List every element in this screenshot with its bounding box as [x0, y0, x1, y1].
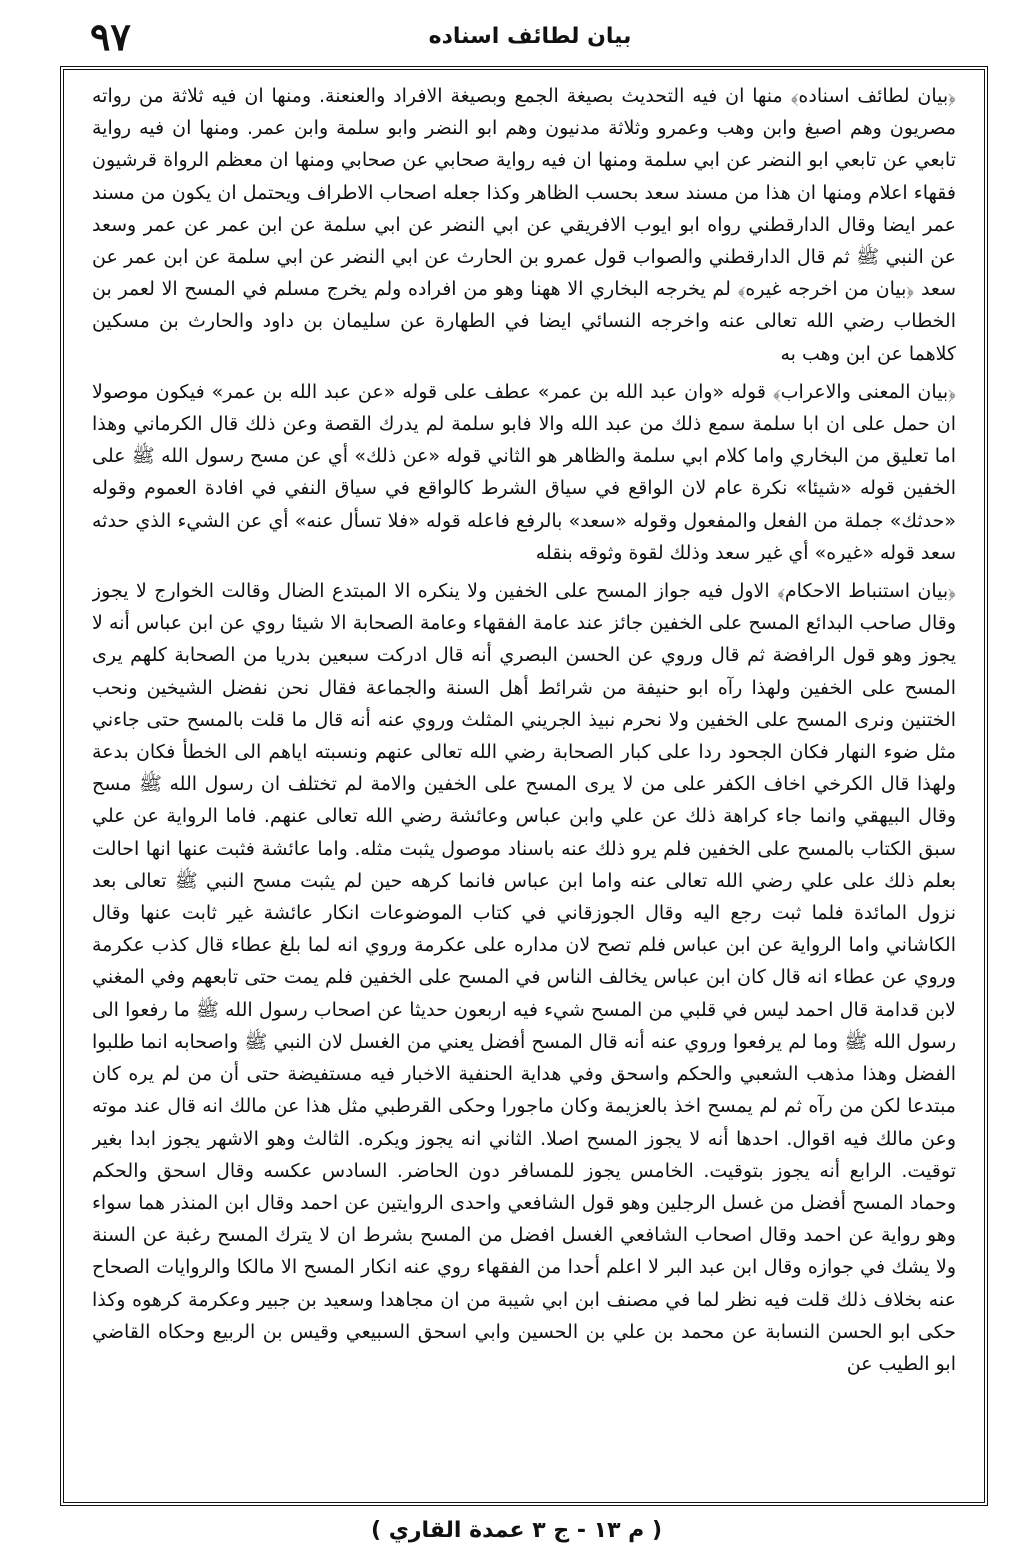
paragraph-isnad: ﴿بيان لطائف اسناده﴾ منها ان فيه التحديث بصيغة الجمع وبصيغة الافراد والعنعنة. ومنها ان فيه ثلاثة من رواته مصريون وهم اصبغ وابن وهب وعمرو وثلاثة مدنيون وهم ابو النضر وابو سلمة وابن عمر. ومنها ان فيه رواية تابعي عن تابعي ابو النضر عن ابي سلمة ومنها ان فيه رواية صحابي عن صحابي ومنها ان معظم الرواة قرشيون فقهاء اعلام ومنها ان هذا من مسند سعد بحسب الظاهر وكذا جعله اصحاب الاطراف ويحتمل ان يكون من مسند عمر ايضا وقال الدارقطني رواه ابو ايوب الافريقي عن ابي النضر عن ابي سلمة عن ابن عمر عن عمر وسعد عن النبي ﷺ ثم قال الدارقطني والصواب قول عمرو بن الحارث عن ابي النضر عن ابي سلمة عن ابن عمر عن سعد ﴿بيان من اخرجه غيره﴾ لم يخرجه البخاري الا ههنا وهو من افراده ولم يخرج مسلم في المسح الا لعمر بن الخطاب رضي الله تعالى عنه واخرجه النسائي ايضا في الطهارة عن سليمان بن داود والحارث بن مسكين كلاهما عن ابن وهب به — [92, 85, 956, 365]
running-title: بيان لطائف اسناده — [428, 24, 632, 49]
paragraph-rulings: ﴿بيان استنباط الاحكام﴾ الاول فيه جواز المسح على الخفين ولا ينكره الا المبتدع الضال وقالت الخوارج لا يجوز وقال صاحب البدائع المسح على الخفين جائز عند عامة الفقهاء وعامة الصحابة الا شيئا روي عن ابن عباس أنه لا يجوز وهو قول الرافضة ثم قال وروي عن الحسن البصري أنه قال ادركت سبعين بدريا من الصحابة كلهم يرى المسح على الخفين ولهذا رآه ابو حنيفة من شرائط أهل السنة والجماعة فقال نحن نفضل الشيخين ونحب الختنين ونرى المسح على الخفين ولا نحرم نبيذ الجريني المثلث وروي عنه أنه قال ما قلت بالمسح حتى جاءني مثل ضوء النهار فكان الجحود ردا على كبار الصحابة رضي الله تعالى عنهم ونسبته اياهم الى الخطأ فكان بدعة ولهذا قال الكرخي اخاف الكفر على من لا يرى المسح على الخفين والامة لم تختلف ان رسول الله ﷺ مسح وقال البيهقي وانما جاء كراهة ذلك عن علي وابن عباس وعائشة رضي الله تعالى عنهم. فاما الرواية عن علي سبق الكتاب بالمسح على الخفين فلم يرو ذلك عنه باسناد موصول يثبت مثله. واما عائشة فثبت عنها انها احالت بعلم ذلك على علي رضي الله تعالى عنه واما ابن عباس فانما كرهه حين لم يثبت مسح النبي ﷺ تعالى بعد نزول المائدة فلما ثبت رجع اليه وقال الجوزقاني في كتاب الموضوعات انكار عائشة غير ثابت عنها وقال الكاشاني واما الرواية عن ابن عباس فلم تصح لان مداره على عكرمة وروي انه لما بلغ عطاء قال كذب عكرمة وروي عن عطاء انه قال كان ابن عباس يخالف الناس في المسح على الخفين فلم يمت حتى تابعهم وفي المغني لابن قدامة قال احمد ليس في قلبي من المسح شيء فيه اربعون حديثا عن اصحاب رسول الله ﷺ ما رفعوا الى رسول الله ﷺ وما لم يرفعوا وروي عنه أنه قال المسح أفضل يعني من الغسل لان النبي ﷺ واصحابه انما طلبوا الفضل وهذا مذهب الشعبي والحكم واسحق وفي هداية الحنفية الاخبار فيه مستفيضة حتى أن من لم يره كان مبتدعا لكن من رآه ثم لم يمسح اخذ بالعزيمة وكان ماجورا وحكى القرطبي مثل هذا عن مالك انه قال عند موته وعن مالك فيه اقوال. احدها أنه لا يجوز المسح اصلا. الثاني انه يجوز ويكره. الثالث وهو الاشهر يجوز ابدا بغير توقيت. الرابع أنه يجوز بتوقيت. الخامس يجوز للمسافر دون الحاضر. السادس عكسه وقال اسحق والحكم وحماد المسح أفضل من غسل الرجلين وهو قول الشافعي واحدى الروايتين عن احمد وقال ابن المنذر هما سواء وهو رواية عن احمد وقال اصحاب الشافعي الغسل افضل من المسح بشرط ان لا يترك المسح رغبة عن السنة ولا يشك في جوازه وقال ابن عبد البر لا اعلم أحدا من الفقهاء روي عنه انكار المسح الا مالكا والروايات الصحاح عنه بخلاف ذلك قلت فيه نظر لما في مصنف ابن ابي شيبة من ان مجاهدا وسعيد بن جبير وعكرمة كرهوه وكذا حكى ابو الحسن النسابة عن محمد بن علي بن الحسين وابي اسحق السبيعي وقيس بن الربيع وحكاه القاضي ابو الطيب عن — [92, 580, 956, 1375]
page-number: ٩٧ — [90, 14, 131, 59]
footer-signature: ( م ١٣ - ج ٣ عمدة القاري ) — [371, 1518, 662, 1543]
page-header — [70, 14, 990, 60]
paragraph-meaning: ﴿بيان المعنى والاعراب﴾ قوله «وان عبد الله بن عمر» عطف على قوله «عن عبد الله بن عمر» فيكون موصولا ان حمل على ان ابا سلمة سمع ذلك من عبد الله والا فابو سلمة لم يدرك القصة وعن ذلك قال الكرماني وهذا اما تعليق من البخاري واما كلام ابي سلمة والظاهر هو الثاني قوله «عن ذلك» أي عن مسح رسول الله ﷺ على الخفين قوله «شيئا» نكرة عام لان الواقع في سياق الشرط كالواقع في سياق النفي في افادة العموم وقوله «حدثك» جملة من الفعل والمفعول وقوله «سعد» بالرفع فاعله قوله «فلا تسأل عنه» أي عن الشيء الذي حدثه سعد قوله «غيره» أي غير سعد وذلك لقوة وثوقه بنقله — [92, 380, 956, 564]
text-body — [92, 80, 956, 1496]
